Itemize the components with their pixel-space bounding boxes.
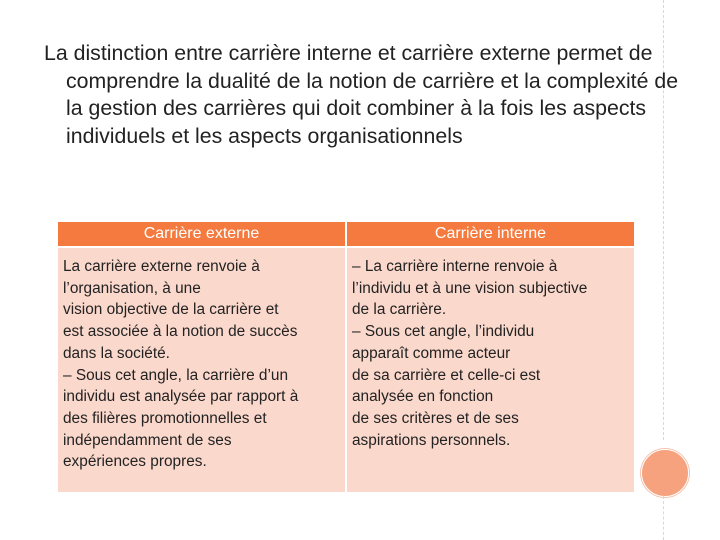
table-row	[58, 248, 634, 492]
side-dashed-rule-bottom	[663, 496, 664, 540]
internal-line: apparaît comme acteur	[352, 344, 511, 362]
decorative-circle	[641, 449, 689, 497]
internal-line: de la carrière.	[352, 301, 447, 319]
table-header-row	[58, 222, 634, 246]
internal-line: de ses critères et de ses	[352, 409, 519, 427]
external-line: – Sous cet angle, la carrière d’un	[63, 366, 289, 384]
intro-paragraph: La distinction entre carrière interne et carrière externe permet de comprendre la dualité de la notion de carrière et la complexité de la gestion des carrières qui doit combiner à la fois les aspects individuels et les aspects organisationnels	[44, 41, 679, 148]
internal-line: aspirations personnels.	[352, 431, 511, 449]
internal-line: – La carrière interne renvoie à	[352, 258, 558, 275]
external-line: des filières promotionnelles et	[63, 409, 267, 427]
internal-line: – Sous cet angle, l’individu	[352, 323, 535, 341]
header-external-career: Carrière externe	[58, 222, 345, 246]
internal-line: l’individu et à une vision subjective	[352, 279, 588, 297]
external-line: dans la société.	[63, 344, 170, 362]
internal-career-cell	[347, 248, 634, 492]
internal-line: analysée en fonction	[352, 388, 494, 406]
external-line: vision objective de la carrière et	[63, 301, 279, 319]
external-line: l’organisation, à une	[63, 279, 201, 297]
external-line: indépendamment de ses	[63, 431, 232, 449]
external-line: est associée à la notion de succès	[63, 323, 298, 341]
external-career-cell	[58, 248, 345, 492]
header-internal-career: Carrière interne	[347, 222, 634, 246]
internal-line: de sa carrière et celle-ci est	[352, 366, 541, 384]
external-line: expériences propres.	[63, 453, 207, 471]
external-line: individu est analysée par rapport à	[63, 388, 299, 406]
external-line: La carrière externe renvoie à	[63, 258, 260, 275]
comparison-table	[56, 220, 636, 494]
